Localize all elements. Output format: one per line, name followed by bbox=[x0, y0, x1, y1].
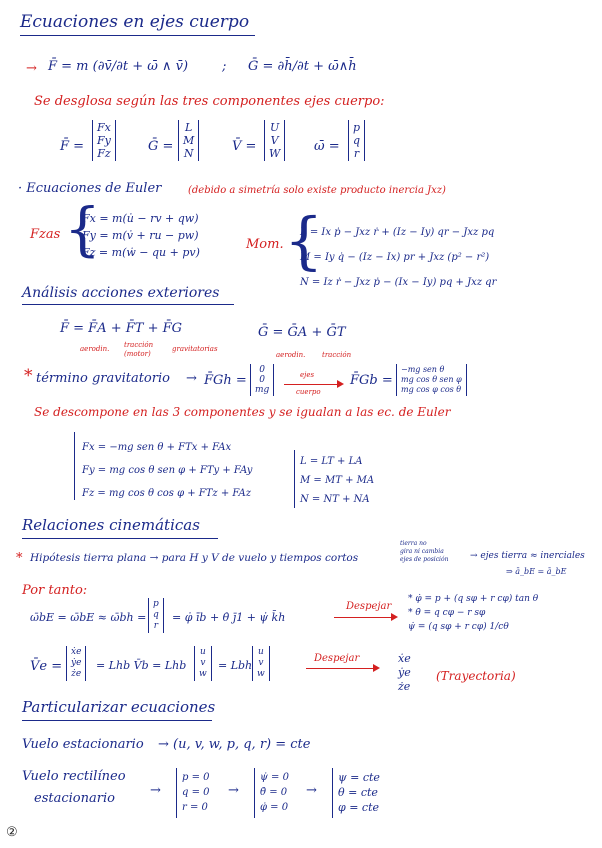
hypothesis-flat-earth: Hipótesis tierra plana → para H y V de vuelo y tiempos cortos bbox=[30, 552, 359, 564]
force-equation: F̄ = m (∂v̄/∂t + ω̄ ∧ v̄) bbox=[48, 59, 189, 74]
vec-omega-q: q bbox=[353, 134, 361, 147]
force-eq-y: Fy = m(v̇ + ru − pw) bbox=[82, 229, 199, 242]
theta-dot-eq: * θ̇ = q cφ − r sφ bbox=[408, 608, 486, 618]
euler-rates-zero-column: ψ̇ = 0 θ̇ = 0 φ̇ = 0 bbox=[260, 772, 289, 813]
brace-mom: { bbox=[284, 204, 324, 277]
psi-dot-eq: ψ̇ = (q sφ + r cφ) 1/cθ bbox=[408, 622, 509, 632]
arrow-label-ejes: ejes bbox=[300, 371, 315, 379]
label-aerodin-1: aerodin. bbox=[80, 345, 110, 353]
vuelo-estacionario-label: Vuelo estacionario bbox=[22, 737, 144, 752]
force-eq-x: Fx = m(u̇ − rv + qw) bbox=[82, 212, 199, 225]
force-block-bar bbox=[74, 432, 75, 500]
angular-velocity-vector: p q r bbox=[148, 598, 164, 633]
title-underline bbox=[22, 538, 218, 539]
star-icon: * bbox=[24, 366, 33, 386]
vec-F-y: Fy bbox=[97, 134, 111, 147]
moment-eq-L: L = Ix ṗ − Jxz ṙ + (Iz − Iy) qr − Jxz pq bbox=[300, 227, 495, 238]
separator: ; bbox=[222, 59, 227, 74]
moment-equations bbox=[300, 220, 496, 295]
section-title-euler: · Ecuaciones de Euler bbox=[18, 181, 162, 196]
velocity-transform-eq: = Lhb V̄b = Lhb bbox=[96, 659, 187, 672]
ext-moment-M: M = MT + MA bbox=[300, 475, 375, 486]
vec-F bbox=[92, 120, 116, 161]
vec-F-z: Fz bbox=[97, 147, 111, 160]
vec-V-v: V bbox=[270, 134, 279, 147]
vec-G-M: M bbox=[183, 134, 195, 147]
decompose-euler-note: Se descompone en las 3 componentes y se igualan a las ec. de Euler bbox=[34, 405, 451, 419]
title-underline bbox=[22, 720, 212, 721]
trayectoria-label: (Trayectoria) bbox=[436, 669, 516, 683]
red-arrow-icon bbox=[334, 617, 396, 618]
grav-vector-body: −mg sen θ mg cos θ sen φ mg cos φ cos θ bbox=[396, 364, 467, 396]
velocity-transform-eq-2: = Lbh bbox=[218, 659, 253, 672]
body-velocity-vector-2: u v w bbox=[252, 646, 270, 681]
vuelo-rectilineo-label-2: estacionario bbox=[34, 791, 115, 806]
gravitational-term-label: término gravitatorio bbox=[36, 371, 170, 386]
grav-FGh-label: F̄Gh = bbox=[204, 373, 247, 388]
vec-V bbox=[264, 120, 285, 161]
vec-omega-p: p bbox=[353, 121, 361, 134]
star-icon: * bbox=[16, 551, 23, 566]
title-underline bbox=[22, 304, 234, 305]
ext-force-x: Fx = −mg sen θ + FTx + FAx bbox=[82, 442, 232, 453]
label-traccion-1: tracción bbox=[124, 341, 154, 349]
symmetry-note: (debido a simetría solo existe producto inercia Jxz) bbox=[188, 185, 446, 196]
col2-bar bbox=[254, 768, 255, 818]
phi-dot-eq: * φ̇ = p + (q sφ + r cφ) tan θ bbox=[408, 594, 539, 604]
arrow-label-cuerpo: cuerpo bbox=[296, 388, 321, 396]
hypothesis-small-note: tierra no gira ni cambia ejes de posición bbox=[400, 540, 449, 563]
por-tanto-label: Por tanto: bbox=[22, 583, 88, 598]
section-title-relaciones-cinematicas: Relaciones cinemáticas bbox=[22, 516, 200, 534]
hypothesis-result-2: ⇒ ā_bE = ā_bE bbox=[506, 567, 567, 576]
trajectory-values: ẋe ẏe że bbox=[398, 652, 411, 693]
external-force-eq: F̄ = F̄A + F̄T + F̄G bbox=[60, 321, 182, 336]
fzas-label: Fzas bbox=[30, 227, 61, 242]
brace-fzas: { bbox=[64, 195, 101, 263]
label-traccion-2: tracción bbox=[322, 351, 352, 359]
moment-equation: Ḡ = ∂h̄/∂t + ω̄∧h̄ bbox=[248, 59, 357, 74]
vec-omega-r: r bbox=[353, 147, 360, 160]
rates-zero-column: p = 0 q = 0 r = 0 bbox=[182, 772, 210, 813]
label-gravitatorias: gravitatorias bbox=[172, 345, 218, 353]
ext-force-y: Fy = mg cos θ sen φ + FTy + FAy bbox=[82, 465, 253, 476]
vuelo-estacionario-eq: → (u, v, w, p, q, r) = cte bbox=[158, 737, 311, 752]
euler-rate-solutions bbox=[408, 592, 538, 634]
angular-velocity-eq: ω̄bE = ω̄bE ≈ ω̄bh = bbox=[30, 611, 147, 624]
angles-constant-column: ψ = cte θ = cte φ = cte bbox=[338, 771, 380, 814]
external-force-components bbox=[82, 436, 252, 505]
grav-FGb-label: F̄Gb = bbox=[350, 373, 393, 388]
force-eq-z: Fz = m(ẇ − qu + pv) bbox=[82, 246, 200, 259]
arrow-icon: → bbox=[150, 783, 161, 798]
decompose-note: Se desglosa según las tres componentes ejes cuerpo: bbox=[34, 94, 385, 109]
vuelo-rectilineo-label-1: Vuelo rectilíneo bbox=[22, 769, 126, 784]
ext-force-z: Fz = mg cos θ cos φ + FTz + FAz bbox=[82, 488, 251, 499]
red-arrow-icon bbox=[284, 384, 342, 385]
vec-G-N: N bbox=[183, 147, 194, 160]
velocity-eq-label: V̄e = bbox=[30, 659, 63, 674]
page-number: ② bbox=[6, 825, 18, 840]
label-aerodin-2: aerodin. bbox=[276, 351, 306, 359]
vec-V-u: U bbox=[270, 121, 280, 134]
force-equations bbox=[82, 210, 200, 261]
arrow-icon: → bbox=[228, 783, 239, 798]
despejar-label-2: Despejar bbox=[314, 653, 360, 664]
col1-bar bbox=[176, 768, 177, 818]
arrow-icon: → bbox=[186, 371, 197, 386]
vec-V-label: V̄ = bbox=[232, 139, 257, 154]
col3-bar bbox=[332, 768, 333, 818]
section-title-ecuaciones-ejes-cuerpo: Ecuaciones en ejes cuerpo bbox=[20, 12, 250, 32]
section-title-particularizar: Particularizar ecuaciones bbox=[22, 698, 216, 716]
vec-F-x: Fx bbox=[97, 121, 111, 134]
ext-moment-N: N = NT + NA bbox=[300, 494, 370, 505]
vec-G-L: L bbox=[184, 121, 193, 134]
vec-omega bbox=[348, 120, 365, 161]
grav-vector-horizon: 0 0 mg bbox=[250, 364, 274, 396]
vec-F-label: F̄ = bbox=[60, 139, 85, 154]
external-moment-eq: Ḡ = ḠA + ḠT bbox=[258, 325, 346, 340]
despejar-label-1: Despejar bbox=[346, 601, 392, 612]
earth-velocity-vector: ẋe ẏe że bbox=[66, 646, 86, 681]
hypothesis-result: → ejes tierra ≈ inerciales bbox=[470, 551, 585, 561]
moment-eq-N: N = Iz ṙ − Jxz ṗ − (Ix − Iy) pq + Jxz qr bbox=[300, 277, 497, 288]
red-arrow-icon bbox=[306, 668, 378, 669]
arrow-icon: → bbox=[306, 783, 317, 798]
external-moment-components bbox=[300, 452, 374, 509]
vec-omega-label: ω̄ = bbox=[314, 139, 340, 154]
section-title-acciones-exteriores: Análisis acciones exteriores bbox=[22, 285, 220, 301]
vec-V-w: W bbox=[269, 147, 281, 160]
moment-eq-M: M = Iy q̇ − (Iz − Ix) pr + Jxz (p² − r²) bbox=[300, 252, 490, 263]
vec-G-label: Ḡ = bbox=[148, 139, 174, 154]
mom-label: Mom. bbox=[246, 237, 284, 252]
vec-G bbox=[178, 120, 199, 161]
title-underline bbox=[20, 35, 255, 36]
red-arrow-icon: → bbox=[26, 61, 37, 76]
moment-block-bar bbox=[294, 450, 295, 508]
label-motor: (motor) bbox=[124, 350, 151, 358]
ext-moment-L: L = LT + LA bbox=[300, 456, 363, 467]
angular-velocity-euler-rates: = φ̇ īb + θ̇ j̄1 + ψ̇ k̄h bbox=[172, 611, 286, 624]
body-velocity-vector: u v w bbox=[194, 646, 212, 681]
